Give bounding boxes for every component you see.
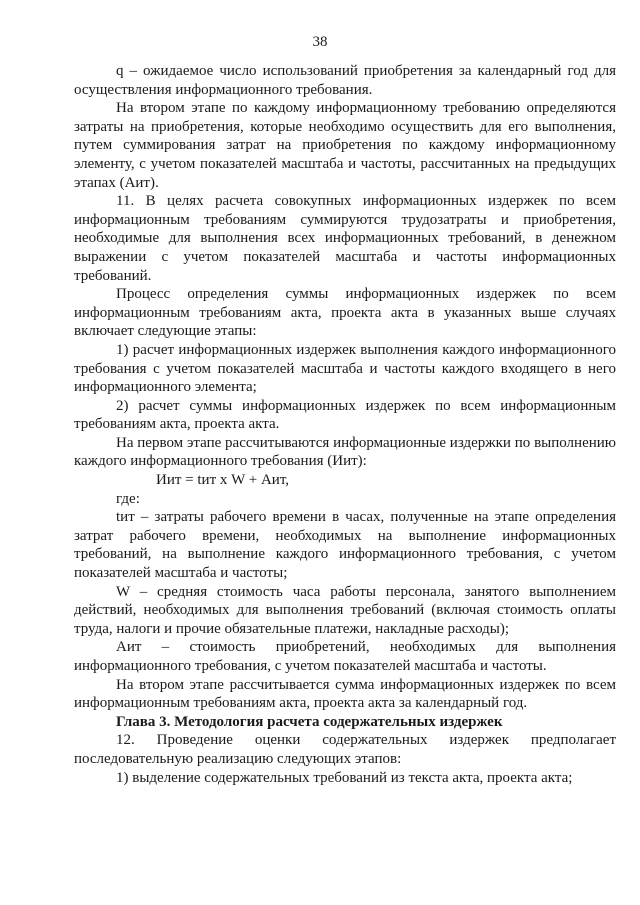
paragraph-stage-one: На первом этапе рассчитываются информационные издержки по выполнению каждого информационного требования (Иит):: [74, 434, 616, 470]
list-item-1: 1) расчет информационных издержек выполнения каждого информационного требования с учетом показателей масштаба и частоты каждого входящего в него информационного элемента;: [74, 341, 616, 396]
formula: Иит = tит х W + Аит,: [156, 472, 290, 489]
list-item-content-1: 1) выделение содержательных требований из текста акта, проекта акта;: [116, 769, 573, 786]
paragraph-item-12: 12. Проведение оценки содержательных издержек предполагает последовательную реализацию следующих этапов:: [74, 732, 616, 767]
definition-t: tит – затраты рабочего времени в часах, полученные на этапе определения затрат рабочего времени, необходимых на выполнение информационных требований, на выполнение каждого информационного требования, с учетом показателей масштаба и частоты;: [74, 509, 616, 582]
page-number: 38: [312, 34, 328, 50]
paragraph-process-stages: Процесс определения суммы информационных издержек по всем информационным требованиям акта, проекта акта в указанных выше случаях включает следующие этапы:: [74, 286, 616, 340]
paragraph-stage-two-sum: На втором этапе рассчитывается сумма информационных издержек по всем информационным требованиям акта, проекта акта за календарный год.: [74, 676, 616, 712]
where-label: где:: [116, 490, 140, 507]
chapter-heading: Глава 3. Методология расчета содержательных издержек: [116, 713, 503, 730]
document-body: [74, 62, 616, 787]
paragraph-q-definition: q – ожидаемое число использований приобретения за календарный год для осуществления информационного требования.: [74, 63, 616, 98]
list-item-2: 2) расчет суммы информационных издержек по всем информационным требованиям акта, проекта акта.: [74, 397, 616, 433]
paragraph-stage-two-acquisitions: На втором этапе по каждому информационному требованию определяются затраты на приобретения, которые необходимо осуществить для его выполнения, путем суммирования затрат на приобретения по каждому информационному элементу, с учетом показателей масштаба и частоты, рассчитанных на предыдущих этапах (Аит).: [74, 100, 616, 191]
definition-w: W – средняя стоимость часа работы персонала, занятого выполнением действий, необходимых для выполнения требований (включая стоимость оплаты труда, налоги и прочие обязательные платежи, накладные расходы);: [74, 583, 616, 637]
definition-a: Аит – стоимость приобретений, необходимых для выполнения информационного требования, с учетом показателей масштаба и частоты.: [74, 639, 616, 674]
paragraph-item-11: 11. В целях расчета совокупных информационных издержек по всем информационным требованиям суммируются трудозатраты и приобретения, необходимые для выполнения всех информационных требований, в денежном выражении с учетом показателей масштаба и частоты информационных требований.: [74, 193, 616, 284]
